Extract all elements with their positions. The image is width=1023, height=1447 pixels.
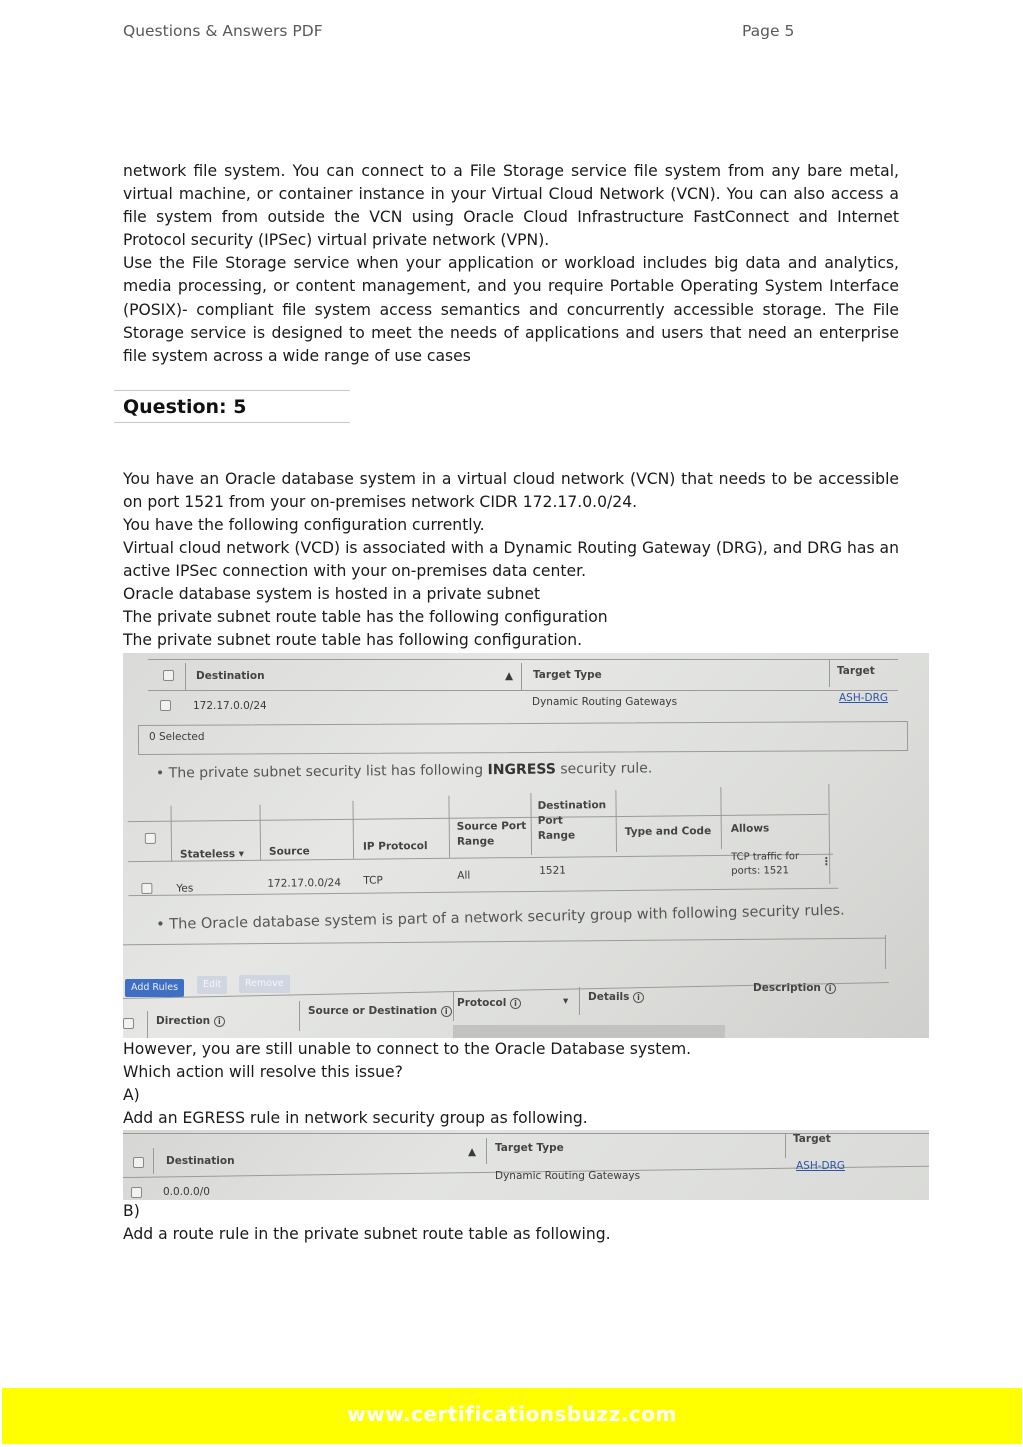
col-source-or-destination: Source or Destination i: [308, 1005, 452, 1017]
nsg-caption: • The Oracle database system is part of a network security group with following security rules.: [156, 902, 845, 933]
route-target-type: Dynamic Routing Gateways: [532, 696, 678, 708]
question-intro: You have an Oracle database system in a virtual cloud network (VCN) that needs to be accessible on port 1521 from your on-premises network CIDR 172.17.0.0/24.: [123, 470, 899, 512]
col-description: Description i: [753, 982, 836, 994]
add-rules-button[interactable]: Add Rules: [125, 979, 184, 997]
col-target-type: Target Type: [495, 1142, 564, 1154]
route-target-link[interactable]: ASH-DRG: [839, 692, 889, 704]
col-source: Source: [268, 845, 310, 858]
col-destination: Destination: [196, 670, 265, 682]
col-target-type: Target Type: [533, 669, 602, 681]
footer-banner: [2, 1388, 1022, 1444]
info-icon[interactable]: i: [825, 983, 836, 994]
ingress-allows: TCP traffic for ports: 1521: [731, 851, 800, 877]
intro-paragraph-1: network file system. You can connect to a File Storage service file system from any bare metal, virtual machine, or container instance in your Virtual Cloud Network (VCN). You can also access a file system from outside the VCN using Oracle Cloud Infrastructure FastConnect and Internet Protocol security (IPSec) virtual private network (VPN).: [123, 162, 899, 250]
option-b-text: Add a route rule in the private subnet route table as following.: [123, 1225, 611, 1244]
select-all-checkbox[interactable]: [163, 670, 174, 681]
header-title: Questions & Answers PDF: [123, 22, 323, 40]
question-line: The private subnet route table has following configuration.: [123, 631, 583, 650]
info-icon[interactable]: i: [510, 998, 521, 1009]
col-destination-port-range: Destination Port Range: [537, 799, 607, 842]
col-type-and-code: Type and Code: [624, 825, 712, 838]
route-target-link[interactable]: ASH-DRG: [796, 1160, 846, 1172]
question-line: Virtual cloud network (VCD) is associated with a Dynamic Routing Gateway (DRG), and DRG has an active IPSec connection with your on-premises data center.: [123, 539, 899, 581]
selected-count: 0 Selected: [149, 731, 205, 743]
intro-text: [123, 160, 899, 368]
col-source-port-range: Source Port Range: [456, 819, 527, 848]
option-b-label: B): [123, 1202, 140, 1220]
question-paragraph: [123, 468, 899, 514]
col-target: Target: [793, 1133, 831, 1145]
question-title: Question: 5: [123, 396, 247, 418]
route-destination: 0.0.0.0/0: [163, 1186, 210, 1198]
followup-line: Which action will resolve this issue?: [123, 1063, 403, 1082]
option-b: [123, 1200, 903, 1246]
footer-url[interactable]: www.certificationsbuzz.com: [347, 1402, 677, 1426]
question-line: You have the following configuration currently.: [123, 516, 485, 534]
remove-button[interactable]: Remove: [239, 975, 290, 993]
ingress-source-port: All: [457, 869, 471, 882]
console-screenshot-2: [123, 1130, 929, 1200]
console-screenshot-1: [123, 653, 929, 1038]
col-destination: Destination: [166, 1155, 235, 1167]
page-number: Page 5: [742, 22, 795, 40]
option-a-text: Add an EGRESS rule in network security group as following.: [123, 1109, 588, 1128]
sort-up-icon: ▲: [468, 1146, 477, 1158]
question-line: Oracle database system is hosted in a private subnet: [123, 585, 541, 604]
option-a-label: A): [123, 1086, 140, 1105]
ingress-select-all[interactable]: [145, 833, 156, 844]
select-all-checkbox[interactable]: [133, 1157, 144, 1168]
ingress-table: [123, 783, 929, 917]
route-destination: 172.17.0.0/24: [193, 700, 267, 712]
ingress-destination-port: 1521: [539, 864, 567, 877]
question-heading: [114, 390, 350, 423]
info-icon[interactable]: i: [633, 992, 644, 1003]
col-stateless: Stateless ▾: [179, 847, 245, 861]
col-protocol: Protocol i: [457, 997, 521, 1009]
row-checkbox[interactable]: [160, 700, 171, 711]
question-followup: [123, 1038, 903, 1130]
col-target: Target: [837, 665, 875, 677]
col-allows: Allows: [730, 822, 770, 835]
ingress-caption: • The private subnet security list has following INGRESS security rule.: [155, 760, 653, 782]
ingress-stateless: Yes: [176, 882, 194, 895]
info-icon[interactable]: i: [214, 1016, 225, 1027]
question-lines: [123, 514, 899, 653]
row-actions-icon[interactable]: ⋮: [821, 855, 832, 868]
sort-up-icon: ▲: [505, 670, 514, 682]
route-target-type: Dynamic Routing Gateways: [495, 1170, 641, 1182]
question-line: The private subnet route table has the following configuration: [123, 608, 608, 627]
selection-bar: [138, 721, 908, 755]
row-checkbox[interactable]: [131, 1187, 142, 1198]
nsg-select-all[interactable]: [123, 1018, 134, 1029]
info-icon[interactable]: i: [441, 1006, 452, 1017]
blurred-area: [453, 1025, 725, 1038]
col-direction: Direction i: [156, 1015, 225, 1027]
ingress-source: 172.17.0.0/24: [267, 876, 342, 890]
ingress-row-checkbox[interactable]: [141, 883, 152, 894]
col-ip-protocol: IP Protocol: [362, 840, 428, 853]
sort-down-icon: ▾: [563, 995, 569, 1007]
edit-button[interactable]: Edit: [197, 976, 227, 994]
ingress-protocol: TCP: [363, 874, 383, 887]
intro-paragraph-2: Use the File Storage service when your application or workload includes big data and analytics, media processing, or content management, and you require Portable Operating System Interface (POSIX)- compliant file system access semantics and concurrently accessible storage. The File Storage service is designed to meet the needs of applications and users that need an enterprise file system across a wide range of use cases: [123, 254, 899, 365]
followup-line: However, you are still unable to connect to the Oracle Database system.: [123, 1040, 692, 1058]
col-details: Details i: [588, 991, 644, 1003]
